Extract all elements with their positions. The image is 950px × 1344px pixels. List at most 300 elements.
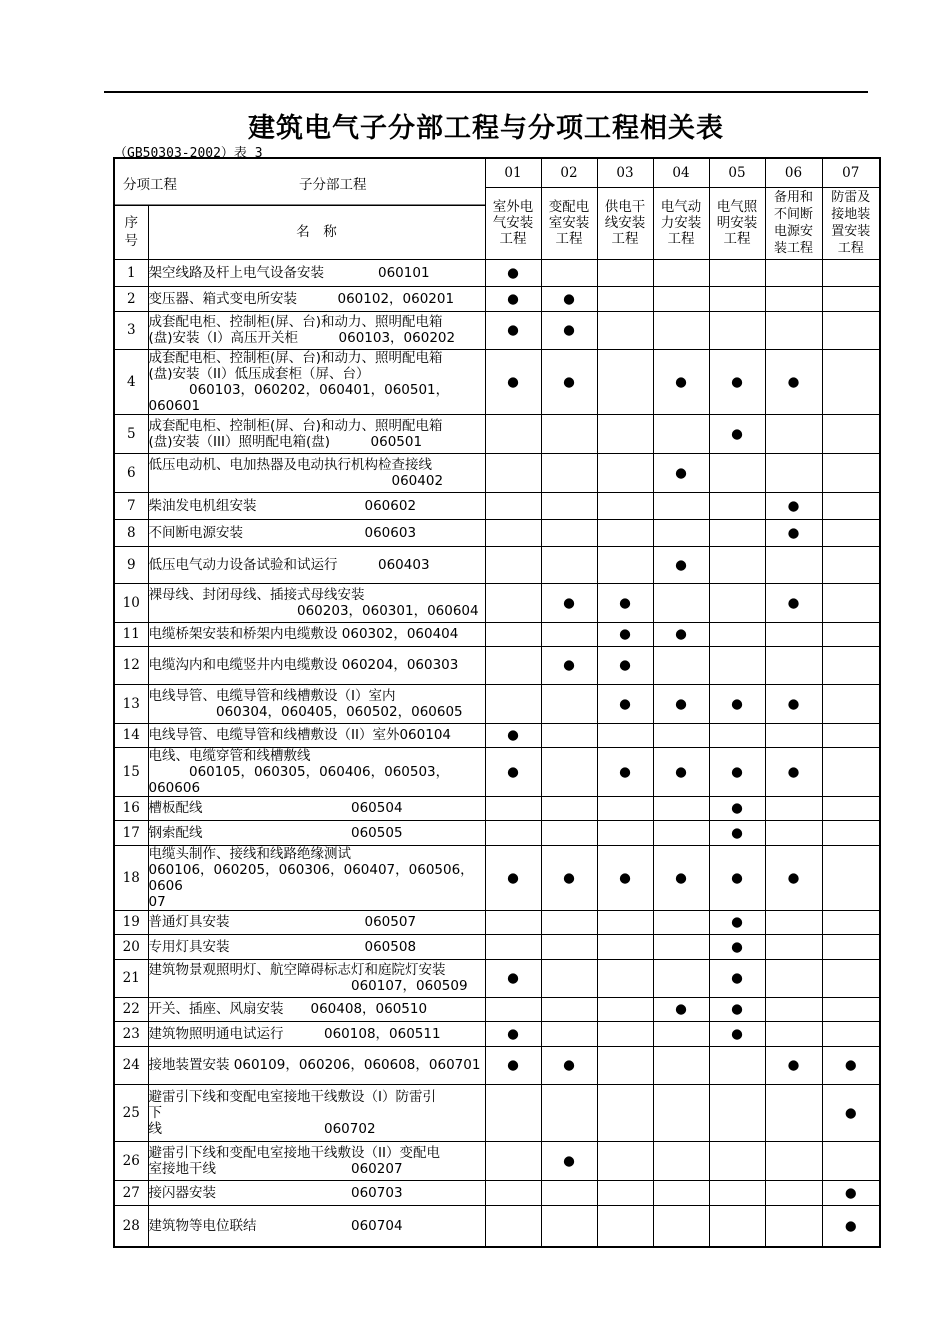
mark-cell-col-01 <box>485 286 541 311</box>
mark-cell-col-04 <box>653 910 709 934</box>
row-name: 接闪器安装 060703 <box>148 1180 485 1205</box>
mark-cell-col-02 <box>541 959 597 997</box>
dot-mark: ● <box>731 869 743 886</box>
row-name: 电线、电缆穿管和线槽敷线 060105，060305，060406，060503，060606 <box>148 747 485 796</box>
mark-cell-col-06 <box>765 796 822 820</box>
mark-cell-col-02 <box>541 1141 597 1180</box>
mark-cell-col-04 <box>653 845 709 910</box>
mark-cell-col-07 <box>822 959 880 997</box>
dot-mark: ● <box>731 425 743 442</box>
mark-cell-col-06 <box>765 684 822 723</box>
row-number: 10 <box>114 583 148 622</box>
mark-cell-col-05 <box>709 1021 765 1046</box>
mark-cell-col-02 <box>541 492 597 519</box>
mark-cell-col-02 <box>541 684 597 723</box>
table-row <box>114 997 880 1021</box>
table-row <box>114 910 880 934</box>
mark-cell-col-06 <box>765 959 822 997</box>
row-name: 电线导管、电缆导管和线槽敷设（I）室内 060304，060405，060502，060605 <box>148 684 485 723</box>
mark-cell-col-05 <box>709 646 765 684</box>
mark-cell-col-06 <box>765 1180 822 1205</box>
mark-cell-col-02 <box>541 259 597 286</box>
mark-cell-col-01 <box>485 453 541 492</box>
mark-cell-col-06 <box>765 934 822 959</box>
mark-cell-col-04 <box>653 311 709 349</box>
row-name: 接地装置安装 060109，060206，060608，060701 <box>148 1046 485 1084</box>
row-name: 避雷引下线和变配电室接地干线敷设（I）防雷引 下 线 060702 <box>148 1084 485 1141</box>
mark-cell-col-06 <box>765 414 822 453</box>
table-row <box>114 286 880 311</box>
mark-cell-col-01 <box>485 519 541 546</box>
col-code-04: 04 <box>653 158 709 187</box>
dot-mark: ● <box>675 869 687 886</box>
mark-cell-col-07 <box>822 259 880 286</box>
mark-cell-col-04 <box>653 453 709 492</box>
mark-cell-col-01 <box>485 1021 541 1046</box>
row-name: 钢索配线 060505 <box>148 820 485 845</box>
header-seq: 序 号 <box>114 205 148 259</box>
table-row <box>114 414 880 453</box>
dot-mark: ● <box>507 727 519 743</box>
mark-cell-col-02 <box>541 1180 597 1205</box>
mark-cell-col-07 <box>822 934 880 959</box>
mark-cell-col-01 <box>485 583 541 622</box>
dot-mark: ● <box>731 914 743 930</box>
col-name-01: 室外电 气安装 工程 <box>485 187 541 259</box>
col-name-06: 备用和 不间断 电源安 装工程 <box>765 187 822 259</box>
mark-cell-col-01 <box>485 259 541 286</box>
mark-cell-col-05 <box>709 1046 765 1084</box>
mark-cell-col-01 <box>485 646 541 684</box>
row-number: 7 <box>114 492 148 519</box>
row-number: 24 <box>114 1046 148 1084</box>
mark-cell-col-05 <box>709 622 765 646</box>
dot-mark: ● <box>731 970 743 986</box>
mark-cell-col-06 <box>765 646 822 684</box>
row-name: 电缆沟内和电缆竖井内电缆敷设 060204，060303 <box>148 646 485 684</box>
mark-cell-col-02 <box>541 646 597 684</box>
table-row <box>114 519 880 546</box>
mark-cell-col-04 <box>653 796 709 820</box>
mark-cell-col-04 <box>653 1141 709 1180</box>
row-number: 28 <box>114 1205 148 1247</box>
header-divider-line <box>115 159 485 205</box>
dot-mark: ● <box>619 695 631 712</box>
mark-cell-col-07 <box>822 723 880 747</box>
dot-mark: ● <box>507 970 519 986</box>
dot-mark: ● <box>675 464 687 481</box>
mark-cell-col-07 <box>822 1180 880 1205</box>
dot-mark: ● <box>563 322 575 338</box>
mark-cell-col-06 <box>765 622 822 646</box>
mark-cell-col-03 <box>597 1205 653 1247</box>
mark-cell-col-06 <box>765 723 822 747</box>
dot-mark: ● <box>787 869 800 886</box>
mark-cell-col-01 <box>485 747 541 796</box>
col-code-07: 07 <box>822 158 880 187</box>
table-row <box>114 259 880 286</box>
mark-cell-col-04 <box>653 286 709 311</box>
row-number: 17 <box>114 820 148 845</box>
top-rule <box>104 91 868 93</box>
relation-table <box>113 157 881 1248</box>
dot-mark: ● <box>563 657 575 673</box>
mark-cell-col-04 <box>653 519 709 546</box>
table-note: （GB50303-2002）表 3 <box>114 146 263 161</box>
mark-cell-col-03 <box>597 910 653 934</box>
mark-cell-col-06 <box>765 286 822 311</box>
mark-cell-col-06 <box>765 747 822 796</box>
row-number: 22 <box>114 997 148 1021</box>
dot-mark: ● <box>787 373 800 390</box>
row-number: 21 <box>114 959 148 997</box>
mark-cell-col-04 <box>653 1046 709 1084</box>
mark-cell-col-05 <box>709 934 765 959</box>
table-row <box>114 622 880 646</box>
mark-cell-col-04 <box>653 747 709 796</box>
mark-cell-col-02 <box>541 546 597 583</box>
mark-cell-col-05 <box>709 910 765 934</box>
mark-cell-col-01 <box>485 414 541 453</box>
table-row <box>114 723 880 747</box>
dot-mark: ● <box>563 869 575 886</box>
mark-cell-col-01 <box>485 796 541 820</box>
row-number: 6 <box>114 453 148 492</box>
dot-mark: ● <box>507 1025 519 1042</box>
mark-cell-col-02 <box>541 349 597 414</box>
mark-cell-col-06 <box>765 583 822 622</box>
dot-mark: ● <box>507 763 519 780</box>
table-row <box>114 820 880 845</box>
mark-cell-col-06 <box>765 1021 822 1046</box>
table-row <box>114 747 880 796</box>
mark-cell-col-05 <box>709 519 765 546</box>
mark-cell-col-03 <box>597 519 653 546</box>
mark-cell-col-02 <box>541 622 597 646</box>
dot-mark: ● <box>507 373 519 390</box>
row-name: 建筑物等电位联结 060704 <box>148 1205 485 1247</box>
mark-cell-col-03 <box>597 1180 653 1205</box>
table-row <box>114 1021 880 1046</box>
row-name: 柴油发电机组安装 060602 <box>148 492 485 519</box>
dot-mark: ● <box>844 1104 857 1121</box>
mark-cell-col-01 <box>485 492 541 519</box>
mark-cell-col-07 <box>822 453 880 492</box>
mark-cell-col-01 <box>485 1046 541 1084</box>
row-number: 15 <box>114 747 148 796</box>
mark-cell-col-05 <box>709 259 765 286</box>
dot-mark: ● <box>787 497 800 514</box>
dot-mark: ● <box>675 556 687 573</box>
mark-cell-col-02 <box>541 583 597 622</box>
mark-cell-col-07 <box>822 796 880 820</box>
mark-cell-col-05 <box>709 845 765 910</box>
mark-cell-col-02 <box>541 796 597 820</box>
mark-cell-col-01 <box>485 1141 541 1180</box>
mark-cell-col-02 <box>541 845 597 910</box>
dot-mark: ● <box>619 626 631 642</box>
mark-cell-col-03 <box>597 622 653 646</box>
mark-cell-col-07 <box>822 1046 880 1084</box>
mark-cell-col-05 <box>709 796 765 820</box>
mark-cell-col-03 <box>597 934 653 959</box>
dot-mark: ● <box>619 869 631 886</box>
row-name: 不间断电源安装 060603 <box>148 519 485 546</box>
dot-mark: ● <box>787 524 800 541</box>
dot-mark: ● <box>563 1152 575 1169</box>
mark-cell-col-04 <box>653 546 709 583</box>
mark-cell-col-02 <box>541 519 597 546</box>
mark-cell-col-06 <box>765 997 822 1021</box>
mark-cell-col-05 <box>709 1180 765 1205</box>
mark-cell-col-01 <box>485 910 541 934</box>
row-name: 建筑物景观照明灯、航空障碍标志灯和庭院灯安装 060107，060509 <box>148 959 485 997</box>
mark-cell-col-07 <box>822 349 880 414</box>
mark-cell-col-02 <box>541 723 597 747</box>
mark-cell-col-03 <box>597 959 653 997</box>
dot-mark: ● <box>507 264 519 281</box>
mark-cell-col-01 <box>485 622 541 646</box>
mark-cell-col-05 <box>709 414 765 453</box>
mark-cell-col-03 <box>597 414 653 453</box>
dot-mark: ● <box>731 373 743 390</box>
mark-cell-col-06 <box>765 519 822 546</box>
table-row <box>114 684 880 723</box>
row-name: 开关、插座、风扇安装 060408，060510 <box>148 997 485 1021</box>
dot-mark: ● <box>619 763 631 780</box>
mark-cell-col-02 <box>541 934 597 959</box>
mark-cell-col-04 <box>653 646 709 684</box>
mark-cell-col-03 <box>597 546 653 583</box>
dot-mark: ● <box>507 322 519 338</box>
mark-cell-col-07 <box>822 622 880 646</box>
mark-cell-col-01 <box>485 959 541 997</box>
mark-cell-col-02 <box>541 997 597 1021</box>
row-number: 14 <box>114 723 148 747</box>
mark-cell-col-01 <box>485 546 541 583</box>
dot-mark: ● <box>787 763 800 780</box>
dot-mark: ● <box>787 1057 800 1073</box>
table-row <box>114 583 880 622</box>
dot-mark: ● <box>844 1057 857 1073</box>
mark-cell-col-07 <box>822 519 880 546</box>
mark-cell-col-06 <box>765 546 822 583</box>
header-name: 名 称 <box>148 205 485 259</box>
mark-cell-col-07 <box>822 820 880 845</box>
dot-mark: ● <box>563 373 575 390</box>
mark-cell-col-04 <box>653 259 709 286</box>
table-row <box>114 845 880 910</box>
mark-cell-col-02 <box>541 1021 597 1046</box>
mark-cell-col-05 <box>709 1141 765 1180</box>
col-code-05: 05 <box>709 158 765 187</box>
col-name-03: 供电干 线安装 工程 <box>597 187 653 259</box>
table-row <box>114 1046 880 1084</box>
table-row <box>114 1084 880 1141</box>
table-row <box>114 311 880 349</box>
header-sub-division: 子分部工程 <box>299 177 367 193</box>
mark-cell-col-02 <box>541 453 597 492</box>
mark-cell-col-07 <box>822 684 880 723</box>
mark-cell-col-04 <box>653 349 709 414</box>
mark-cell-col-07 <box>822 1084 880 1141</box>
mark-cell-col-02 <box>541 1046 597 1084</box>
mark-cell-col-07 <box>822 546 880 583</box>
page-title: 建筑电气子分部工程与分项工程相关表 <box>248 113 724 144</box>
dot-mark: ● <box>731 800 743 816</box>
header-item-project: 分项工程 <box>123 177 177 193</box>
mark-cell-col-01 <box>485 845 541 910</box>
mark-cell-col-07 <box>822 845 880 910</box>
mark-cell-col-07 <box>822 414 880 453</box>
dot-mark: ● <box>563 290 575 307</box>
mark-cell-col-04 <box>653 583 709 622</box>
table-row <box>114 546 880 583</box>
mark-cell-col-03 <box>597 997 653 1021</box>
mark-cell-col-05 <box>709 1084 765 1141</box>
mark-cell-col-05 <box>709 684 765 723</box>
mark-cell-col-01 <box>485 934 541 959</box>
row-number: 23 <box>114 1021 148 1046</box>
dot-mark: ● <box>731 695 743 712</box>
mark-cell-col-04 <box>653 723 709 747</box>
mark-cell-col-02 <box>541 1084 597 1141</box>
header-diagonal-cell <box>114 158 485 205</box>
mark-cell-col-01 <box>485 1205 541 1247</box>
dot-mark: ● <box>563 1057 575 1073</box>
mark-cell-col-05 <box>709 747 765 796</box>
mark-cell-col-04 <box>653 820 709 845</box>
row-number: 26 <box>114 1141 148 1180</box>
row-number: 18 <box>114 845 148 910</box>
mark-cell-col-07 <box>822 583 880 622</box>
dot-mark: ● <box>507 290 519 307</box>
mark-cell-col-03 <box>597 1021 653 1046</box>
mark-cell-col-04 <box>653 1021 709 1046</box>
row-number: 1 <box>114 259 148 286</box>
row-name: 成套配电柜、控制柜(屏、台)和动力、照明配电箱 (盘)安装（I）高压开关柜 060103，060202 <box>148 311 485 349</box>
row-name: 变压器、箱式变电所安装 060102，060201 <box>148 286 485 311</box>
dot-mark: ● <box>731 824 743 841</box>
mark-cell-col-01 <box>485 723 541 747</box>
mark-cell-col-03 <box>597 1084 653 1141</box>
row-number: 5 <box>114 414 148 453</box>
mark-cell-col-02 <box>541 286 597 311</box>
table-row <box>114 959 880 997</box>
table-row <box>114 1205 880 1247</box>
mark-cell-col-07 <box>822 492 880 519</box>
dot-mark: ● <box>675 626 687 642</box>
row-number: 20 <box>114 934 148 959</box>
mark-cell-col-04 <box>653 622 709 646</box>
col-code-02: 02 <box>541 158 597 187</box>
mark-cell-col-02 <box>541 414 597 453</box>
dot-mark: ● <box>731 1025 743 1042</box>
col-name-07: 防雷及 接地装 置安装 工程 <box>822 187 880 259</box>
mark-cell-col-01 <box>485 1180 541 1205</box>
dot-mark: ● <box>731 1001 743 1017</box>
mark-cell-col-06 <box>765 910 822 934</box>
row-number: 13 <box>114 684 148 723</box>
mark-cell-col-04 <box>653 959 709 997</box>
mark-cell-col-05 <box>709 997 765 1021</box>
row-number: 19 <box>114 910 148 934</box>
dot-mark: ● <box>844 1217 857 1234</box>
mark-cell-col-03 <box>597 311 653 349</box>
mark-cell-col-04 <box>653 492 709 519</box>
mark-cell-col-07 <box>822 286 880 311</box>
mark-cell-col-02 <box>541 1205 597 1247</box>
mark-cell-col-03 <box>597 583 653 622</box>
row-number: 2 <box>114 286 148 311</box>
mark-cell-col-05 <box>709 286 765 311</box>
mark-cell-col-07 <box>822 997 880 1021</box>
row-number: 4 <box>114 349 148 414</box>
row-name: 电缆桥架安装和桥架内电缆敷设 060302，060404 <box>148 622 485 646</box>
dot-mark: ● <box>787 695 800 712</box>
row-number: 25 <box>114 1084 148 1141</box>
mark-cell-col-07 <box>822 646 880 684</box>
row-name: 架空线路及杆上电气设备安装 060101 <box>148 259 485 286</box>
dot-mark: ● <box>675 763 687 780</box>
mark-cell-col-01 <box>485 684 541 723</box>
mark-cell-col-02 <box>541 311 597 349</box>
mark-cell-col-05 <box>709 723 765 747</box>
row-name: 槽板配线 060504 <box>148 796 485 820</box>
mark-cell-col-04 <box>653 934 709 959</box>
table-row <box>114 349 880 414</box>
col-name-04: 电气动 力安装 工程 <box>653 187 709 259</box>
col-code-06: 06 <box>765 158 822 187</box>
mark-cell-col-05 <box>709 820 765 845</box>
col-code-01: 01 <box>485 158 541 187</box>
mark-cell-col-05 <box>709 1205 765 1247</box>
mark-cell-col-01 <box>485 311 541 349</box>
mark-cell-col-05 <box>709 311 765 349</box>
row-name: 裸母线、封闭母线、插接式母线安装 060203，060301，060604 <box>148 583 485 622</box>
mark-cell-col-05 <box>709 583 765 622</box>
row-name: 低压电动机、电加热器及电动执行机构检查接线 060402 <box>148 453 485 492</box>
row-name: 成套配电柜、控制柜(屏、台)和动力、照明配电箱 (盘)安装（III）照明配电箱(盘) 060501 <box>148 414 485 453</box>
mark-cell-col-03 <box>597 259 653 286</box>
dot-mark: ● <box>675 373 687 390</box>
mark-cell-col-07 <box>822 1205 880 1247</box>
mark-cell-col-04 <box>653 684 709 723</box>
table-row <box>114 934 880 959</box>
mark-cell-col-05 <box>709 959 765 997</box>
mark-cell-col-04 <box>653 997 709 1021</box>
mark-cell-col-03 <box>597 349 653 414</box>
dot-mark: ● <box>731 938 743 955</box>
mark-cell-col-07 <box>822 747 880 796</box>
col-code-03: 03 <box>597 158 653 187</box>
mark-cell-col-03 <box>597 684 653 723</box>
dot-mark: ● <box>563 594 575 611</box>
mark-cell-col-06 <box>765 820 822 845</box>
row-number: 12 <box>114 646 148 684</box>
mark-cell-col-02 <box>541 910 597 934</box>
row-name: 专用灯具安装 060508 <box>148 934 485 959</box>
row-number: 16 <box>114 796 148 820</box>
mark-cell-col-03 <box>597 1046 653 1084</box>
mark-cell-col-03 <box>597 1141 653 1180</box>
mark-cell-col-01 <box>485 349 541 414</box>
dot-mark: ● <box>787 594 800 611</box>
mark-cell-col-06 <box>765 1084 822 1141</box>
col-name-02: 变配电 室安装 工程 <box>541 187 597 259</box>
dot-mark: ● <box>619 657 631 673</box>
row-number: 9 <box>114 546 148 583</box>
